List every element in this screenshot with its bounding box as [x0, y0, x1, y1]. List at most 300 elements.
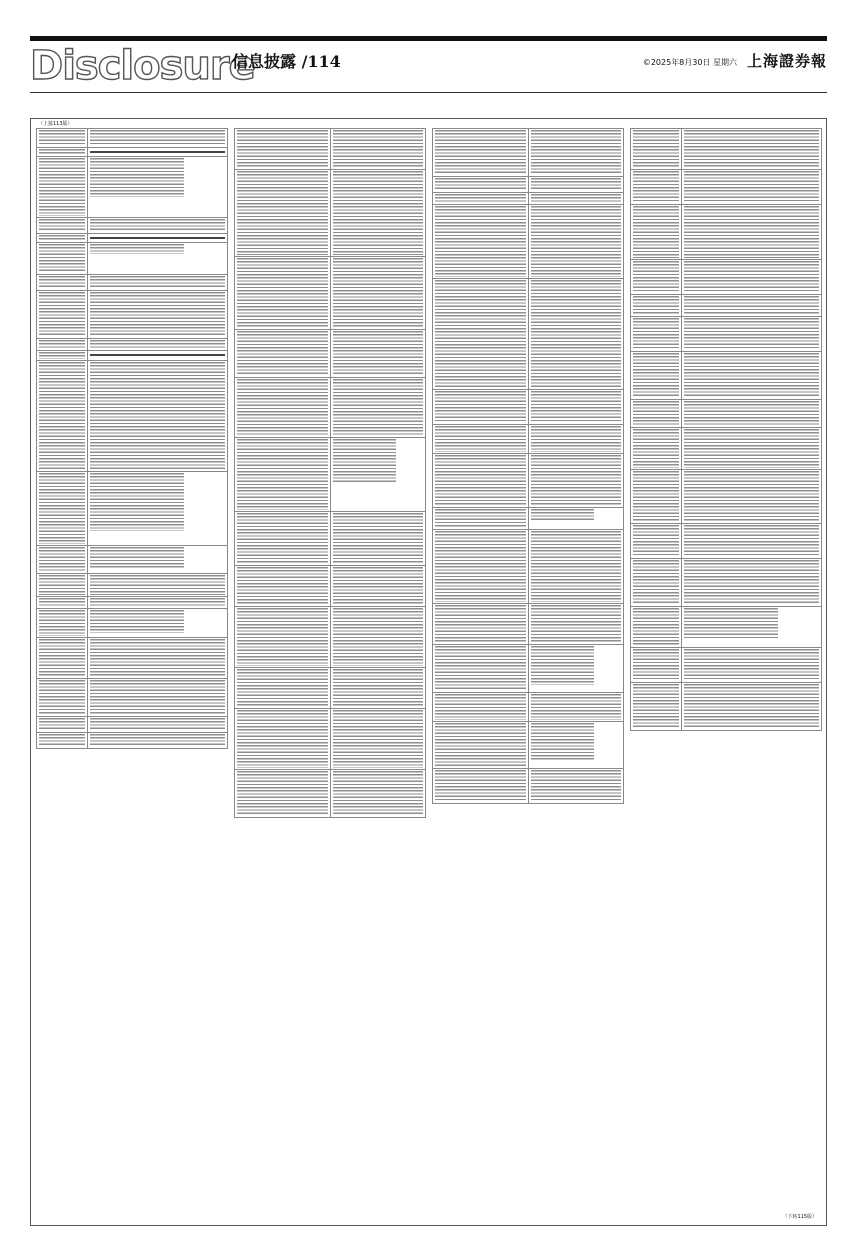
- revised-clause-cell: [87, 157, 227, 218]
- column-1: [36, 128, 228, 1218]
- table-row: [37, 609, 228, 638]
- clause-text: [633, 353, 679, 398]
- clause-text: [39, 734, 85, 747]
- table-row: [631, 259, 822, 294]
- revised-clause-cell: [681, 647, 821, 682]
- revised-clause-cell: [330, 565, 426, 606]
- table-row: [235, 170, 426, 256]
- revised-clause-cell: [528, 769, 624, 804]
- clause-text: [237, 130, 328, 168]
- revised-clause-cell: [87, 472, 227, 545]
- clause-text: [435, 178, 526, 191]
- column-3: [432, 128, 624, 1218]
- original-clause-cell: [631, 682, 682, 730]
- deleted-marker: [90, 151, 225, 153]
- table-row: [235, 565, 426, 606]
- original-clause-cell: [235, 709, 331, 770]
- clause-text: [333, 439, 396, 484]
- table-row: [631, 682, 822, 730]
- table-row: [235, 256, 426, 329]
- table-row: [631, 606, 822, 647]
- clause-text: [435, 770, 526, 802]
- table-row: [631, 294, 822, 316]
- masthead-top-rule: [30, 36, 827, 41]
- original-clause-cell: [37, 351, 88, 360]
- clause-text: [39, 352, 85, 358]
- original-clause-cell: [37, 360, 88, 472]
- original-clause-cell: [631, 606, 682, 647]
- table-row: [37, 148, 228, 157]
- original-clause-cell: [433, 692, 529, 721]
- revised-clause-cell: [528, 645, 624, 693]
- table-row: [235, 329, 426, 377]
- clause-text: [90, 276, 225, 289]
- clause-text: [333, 771, 424, 816]
- table-row: [37, 157, 228, 218]
- clause-text: [90, 292, 225, 337]
- clause-text: [237, 567, 328, 605]
- table-row: [37, 360, 228, 472]
- table-row: [235, 438, 426, 511]
- revised-clause-cell: [87, 243, 227, 275]
- clause-text: [237, 379, 328, 437]
- original-clause-cell: [631, 399, 682, 428]
- clause-text: [90, 158, 185, 196]
- revised-clause-cell: [528, 205, 624, 278]
- clause-text: [633, 684, 679, 729]
- revised-clause-cell: [330, 170, 426, 256]
- clause-text: [684, 429, 819, 467]
- clause-text: [90, 473, 185, 531]
- table-row: [37, 338, 228, 351]
- revised-clause-cell: [528, 390, 624, 425]
- clause-text: [684, 471, 819, 522]
- revised-clause-cell: [681, 558, 821, 606]
- clause-text: [333, 513, 424, 564]
- original-clause-cell: [433, 425, 529, 454]
- clause-text: [90, 362, 225, 471]
- original-clause-cell: [433, 176, 529, 192]
- clause-text: [633, 429, 679, 467]
- clause-text: [633, 608, 679, 646]
- clause-text: [435, 280, 526, 389]
- comparison-table: [630, 128, 822, 731]
- original-clause-cell: [631, 523, 682, 558]
- revised-clause-cell: [87, 574, 227, 596]
- table-row: [37, 129, 228, 148]
- table-row: [37, 217, 228, 233]
- table-row: [433, 278, 624, 390]
- clause-text: [435, 509, 526, 528]
- comparison-table: [36, 128, 228, 749]
- table-row: [631, 316, 822, 351]
- clause-text: [39, 718, 85, 731]
- comparison-table: [234, 128, 426, 818]
- original-clause-cell: [631, 294, 682, 316]
- original-clause-cell: [37, 243, 88, 275]
- original-clause-cell: [433, 603, 529, 644]
- clause-text: [684, 296, 819, 315]
- original-clause-cell: [433, 278, 529, 390]
- clause-text: [684, 608, 779, 640]
- revised-clause-cell: [528, 453, 624, 507]
- clause-text: [39, 276, 85, 289]
- original-clause-cell: [37, 574, 88, 596]
- clause-text: [684, 261, 819, 293]
- clause-text: [531, 130, 622, 175]
- original-clause-cell: [235, 170, 331, 256]
- table-row: [235, 709, 426, 770]
- revised-clause-cell: [528, 530, 624, 603]
- revised-clause-cell: [528, 425, 624, 454]
- clause-text: [39, 598, 85, 608]
- original-clause-cell: [235, 438, 331, 511]
- original-clause-cell: [631, 469, 682, 523]
- clause-text: [237, 771, 328, 816]
- table-row: [37, 274, 228, 290]
- revised-clause-cell: [681, 523, 821, 558]
- original-clause-cell: [235, 565, 331, 606]
- clause-text: [333, 379, 424, 437]
- clause-text: [333, 710, 424, 768]
- original-clause-cell: [235, 256, 331, 329]
- original-clause-cell: [37, 679, 88, 717]
- table-row: [433, 453, 624, 507]
- clause-text: [435, 426, 526, 452]
- clause-text: [39, 575, 85, 594]
- clause-text: [531, 509, 594, 522]
- table-row: [37, 679, 228, 717]
- original-clause-cell: [433, 530, 529, 603]
- clause-text: [435, 206, 526, 276]
- revised-clause-cell: [330, 377, 426, 438]
- revised-clause-cell: [528, 692, 624, 721]
- revised-clause-cell: [87, 233, 227, 242]
- clause-text: [633, 401, 679, 427]
- revised-clause-cell: [528, 176, 624, 192]
- clause-text: [237, 710, 328, 768]
- original-clause-cell: [235, 769, 331, 817]
- clause-text: [90, 130, 225, 146]
- clause-text: [633, 318, 679, 350]
- clause-text: [684, 353, 819, 398]
- clause-text: [90, 610, 185, 632]
- table-row: [37, 472, 228, 545]
- clause-text: [435, 391, 526, 423]
- clause-text: [333, 608, 424, 666]
- revised-clause-cell: [87, 274, 227, 290]
- revised-clause-cell: [330, 329, 426, 377]
- revised-clause-cell: [681, 399, 821, 428]
- clause-text: [90, 718, 225, 731]
- clause-text: [531, 531, 622, 601]
- clause-text: [333, 171, 424, 254]
- clause-text: [90, 575, 225, 594]
- clause-text: [684, 560, 819, 605]
- clause-text: [39, 639, 85, 677]
- table-row: [631, 469, 822, 523]
- revised-clause-cell: [528, 278, 624, 390]
- original-clause-cell: [631, 129, 682, 170]
- table-row: [235, 511, 426, 565]
- original-clause-cell: [631, 205, 682, 259]
- clause-text: [39, 547, 85, 573]
- table-row: [433, 192, 624, 205]
- revised-clause-cell: [330, 511, 426, 565]
- original-clause-cell: [235, 377, 331, 438]
- clause-text: [237, 331, 328, 376]
- clause-text: [90, 340, 225, 350]
- table-row: [433, 205, 624, 278]
- revised-clause-cell: [87, 351, 227, 360]
- clause-text: [90, 244, 185, 254]
- original-clause-cell: [235, 607, 331, 668]
- revised-clause-cell: [330, 438, 426, 511]
- table-row: [37, 351, 228, 360]
- clause-text: [531, 178, 622, 191]
- original-clause-cell: [631, 647, 682, 682]
- revised-clause-cell: [681, 294, 821, 316]
- table-row: [37, 243, 228, 275]
- clause-text: [531, 280, 622, 389]
- clause-text: [435, 130, 526, 175]
- original-clause-cell: [433, 721, 529, 769]
- revised-clause-cell: [681, 606, 821, 647]
- clause-text: [633, 130, 679, 168]
- clause-text: [237, 513, 328, 564]
- original-clause-cell: [433, 769, 529, 804]
- revised-clause-cell: [87, 637, 227, 678]
- revised-clause-cell: [330, 769, 426, 817]
- revised-clause-cell: [681, 129, 821, 170]
- clause-text: [90, 598, 225, 608]
- table-row: [631, 129, 822, 170]
- clause-text: [531, 426, 622, 452]
- masthead-bottom-rule: [30, 92, 827, 93]
- table-row: [235, 667, 426, 708]
- clause-text: [39, 130, 85, 146]
- table-row: [37, 545, 228, 574]
- column-4: [630, 128, 822, 1218]
- clause-text: [684, 318, 819, 350]
- clause-text: [633, 649, 679, 681]
- revised-clause-cell: [87, 148, 227, 157]
- clause-text: [633, 171, 679, 203]
- clause-text: [237, 608, 328, 666]
- revised-clause-cell: [681, 170, 821, 205]
- clause-text: [39, 235, 85, 241]
- table-row: [37, 290, 228, 338]
- clause-text: [531, 605, 622, 643]
- original-clause-cell: [235, 329, 331, 377]
- revised-clause-cell: [681, 682, 821, 730]
- original-clause-cell: [37, 717, 88, 733]
- masthead-wordmark: Disclosure: [30, 43, 255, 89]
- table-row: [235, 129, 426, 170]
- revised-clause-cell: [330, 709, 426, 770]
- revised-clause-cell: [87, 609, 227, 638]
- table-row: [37, 717, 228, 733]
- table-row: [37, 233, 228, 242]
- table-row: [631, 558, 822, 606]
- clause-text: [684, 525, 819, 557]
- clause-text: [90, 680, 225, 715]
- table-row: [433, 129, 624, 177]
- revised-clause-cell: [528, 603, 624, 644]
- table-row: [631, 428, 822, 469]
- original-clause-cell: [433, 645, 529, 693]
- clause-text: [39, 473, 85, 543]
- original-clause-cell: [631, 170, 682, 205]
- original-clause-cell: [631, 259, 682, 294]
- original-clause-cell: [433, 390, 529, 425]
- revised-clause-cell: [87, 545, 227, 574]
- clause-text: [435, 646, 526, 691]
- original-clause-cell: [433, 129, 529, 177]
- revised-clause-cell: [681, 351, 821, 399]
- table-row: [631, 647, 822, 682]
- original-clause-cell: [631, 558, 682, 606]
- table-row: [631, 351, 822, 399]
- clause-text: [39, 158, 85, 216]
- clause-text: [39, 680, 85, 715]
- revised-clause-cell: [87, 290, 227, 338]
- original-clause-cell: [37, 157, 88, 218]
- revised-clause-cell: [330, 129, 426, 170]
- clause-text: [39, 219, 85, 232]
- table-row: [433, 425, 624, 454]
- original-clause-cell: [37, 338, 88, 351]
- clause-text: [333, 258, 424, 328]
- clause-text: [684, 171, 819, 203]
- clause-text: [531, 770, 622, 802]
- original-clause-cell: [631, 428, 682, 469]
- table-row: [433, 530, 624, 603]
- clause-text: [90, 219, 225, 232]
- masthead: [30, 44, 827, 88]
- revised-clause-cell: [528, 129, 624, 177]
- table-row: [433, 645, 624, 693]
- table-row: [37, 733, 228, 749]
- clause-text: [633, 261, 679, 293]
- clause-text: [633, 296, 679, 315]
- clause-text: [684, 401, 819, 427]
- original-clause-cell: [37, 148, 88, 157]
- revised-clause-cell: [87, 733, 227, 749]
- clause-text: [39, 362, 85, 471]
- clause-text: [39, 149, 85, 155]
- clause-text: [435, 531, 526, 601]
- clause-text: [531, 391, 622, 423]
- original-clause-cell: [37, 274, 88, 290]
- clause-text: [39, 292, 85, 337]
- clause-text: [684, 684, 819, 729]
- original-clause-cell: [37, 545, 88, 574]
- table-row: [631, 205, 822, 259]
- clause-text: [39, 610, 85, 636]
- original-clause-cell: [37, 233, 88, 242]
- table-row: [433, 769, 624, 804]
- table-row: [433, 390, 624, 425]
- original-clause-cell: [235, 511, 331, 565]
- table-row: [235, 769, 426, 817]
- table-row: [37, 637, 228, 678]
- original-clause-cell: [433, 205, 529, 278]
- original-clause-cell: [433, 192, 529, 205]
- revised-clause-cell: [87, 338, 227, 351]
- continuation-from: （上接113版）: [38, 121, 73, 127]
- table-row: [37, 574, 228, 596]
- original-clause-cell: [235, 667, 331, 708]
- clause-text: [531, 455, 622, 506]
- table-row: [631, 523, 822, 558]
- revised-clause-cell: [528, 508, 624, 530]
- revised-clause-cell: [87, 217, 227, 233]
- table-row: [433, 603, 624, 644]
- newspaper-logo: 上海證券報: [746, 52, 827, 70]
- clause-text: [531, 723, 594, 761]
- revised-clause-cell: [330, 667, 426, 708]
- original-clause-cell: [631, 316, 682, 351]
- revised-clause-cell: [330, 607, 426, 668]
- revised-clause-cell: [87, 129, 227, 148]
- clause-text: [531, 194, 622, 204]
- original-clause-cell: [37, 733, 88, 749]
- revised-clause-cell: [87, 360, 227, 472]
- original-clause-cell: [631, 351, 682, 399]
- revised-clause-cell: [681, 428, 821, 469]
- table-row: [37, 596, 228, 609]
- clause-text: [237, 171, 328, 254]
- clause-text: [90, 734, 225, 747]
- original-clause-cell: [37, 637, 88, 678]
- clause-text: [237, 258, 328, 328]
- original-clause-cell: [37, 609, 88, 638]
- clause-text: [435, 194, 526, 204]
- clause-text: [684, 206, 819, 257]
- revised-clause-cell: [87, 596, 227, 609]
- table-row: [433, 692, 624, 721]
- original-clause-cell: [37, 217, 88, 233]
- deleted-marker: [90, 354, 225, 356]
- revised-clause-cell: [681, 469, 821, 523]
- table-row: [433, 176, 624, 192]
- revised-clause-cell: [330, 256, 426, 329]
- table-row: [631, 399, 822, 428]
- clause-text: [435, 605, 526, 643]
- clause-text: [633, 206, 679, 257]
- column-2: [234, 128, 426, 1218]
- revised-clause-cell: [528, 192, 624, 205]
- table-row: [235, 607, 426, 668]
- table-row: [433, 508, 624, 530]
- clause-text: [633, 525, 679, 557]
- clause-text: [39, 340, 85, 350]
- clause-text: [684, 130, 819, 168]
- clause-text: [90, 547, 185, 569]
- revised-clause-cell: [87, 679, 227, 717]
- clause-text: [333, 331, 424, 376]
- table-row: [631, 170, 822, 205]
- revised-clause-cell: [681, 259, 821, 294]
- clause-text: [531, 646, 594, 684]
- original-clause-cell: [37, 472, 88, 545]
- section-title: 信息披露 /114: [232, 52, 341, 71]
- original-clause-cell: [37, 596, 88, 609]
- clause-text: [333, 130, 424, 168]
- clause-text: [435, 455, 526, 506]
- revised-clause-cell: [681, 205, 821, 259]
